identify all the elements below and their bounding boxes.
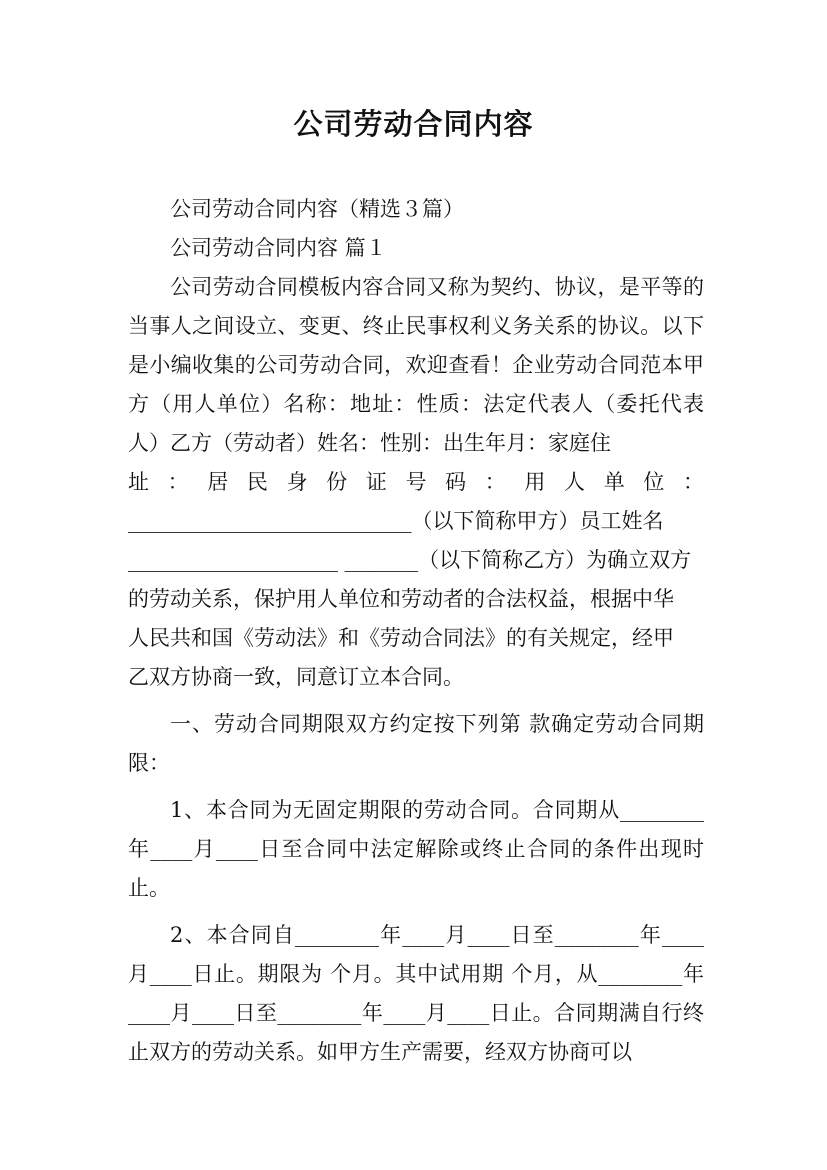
- spaced-char: 号: [405, 470, 427, 494]
- spaced-char: 人: [564, 470, 586, 494]
- spaced-char: 单: [603, 470, 625, 494]
- spaced-char: 码: [445, 470, 467, 494]
- spaced-char: 位: [643, 470, 665, 494]
- spaced-char: 用: [524, 470, 546, 494]
- spaced-char: ：: [167, 470, 189, 494]
- intro-paragraph: 公司劳动合同模板内容合同又称为契约、协议，是平等的当事人之间设立、变更、终止民事权利义务关系的协议。以下是小编收集的公司劳动合同，欢迎查看！企业劳动合同范本甲方（用人单位）名称：地址：性质：法定代表人（委托代表人）乙方（劳动者）姓名：性别：出生年月：家庭住: [128, 275, 704, 455]
- spaced-char: 民: [246, 470, 268, 494]
- purpose-line-1: 的劳动关系，保护用人单位和劳动者的合法权益，根据中华: [128, 587, 674, 611]
- clause-1-item-1: 1、本合同为无固定期限的劳动合同。合同期从________年____月____日至合同中法定解除或终止合同的条件出现时止。: [128, 798, 704, 900]
- document-body: [128, 190, 704, 1072]
- purpose-line-3: 乙双方协商一致，同意订立本合同。: [128, 665, 464, 689]
- spaced-char: 份: [326, 470, 348, 494]
- spaced-char: ：: [682, 470, 704, 494]
- spaced-char: 证: [365, 470, 387, 494]
- spaced-char: 身: [286, 470, 308, 494]
- blank-line-employer: ___________________________（以下简称甲方）员工姓名: [128, 509, 664, 533]
- spaced-char: 居: [207, 470, 229, 494]
- spaced-line: [128, 463, 704, 502]
- purpose-line-2: 人民共和国《劳动法》和《劳动合同法》的有关规定，经甲: [128, 626, 674, 650]
- spaced-char: 址: [128, 470, 149, 494]
- document-title: 公司劳动合同内容: [293, 107, 534, 141]
- section-heading: 公司劳动合同内容 篇１: [170, 236, 387, 260]
- blank-line-employee: ____________________ _______（以下简称乙方）为确立双方: [128, 548, 692, 572]
- subtitle-line: 公司劳动合同内容（精选３篇）: [170, 197, 464, 221]
- clause-1-item-2: 2、本合同自________年____月____日至________年____月____日止。期限为 个月。其中试用期 个月，从________年____月____日至________年____月____日止。合同期满自行终止双方的劳动关系。如甲方生产需要，经双方协商可以: [128, 923, 704, 1064]
- clause-1-heading: 一、劳动合同期限双方约定按下列第 款确定劳动合同期限：: [128, 712, 704, 775]
- spaced-char: ：: [484, 470, 506, 494]
